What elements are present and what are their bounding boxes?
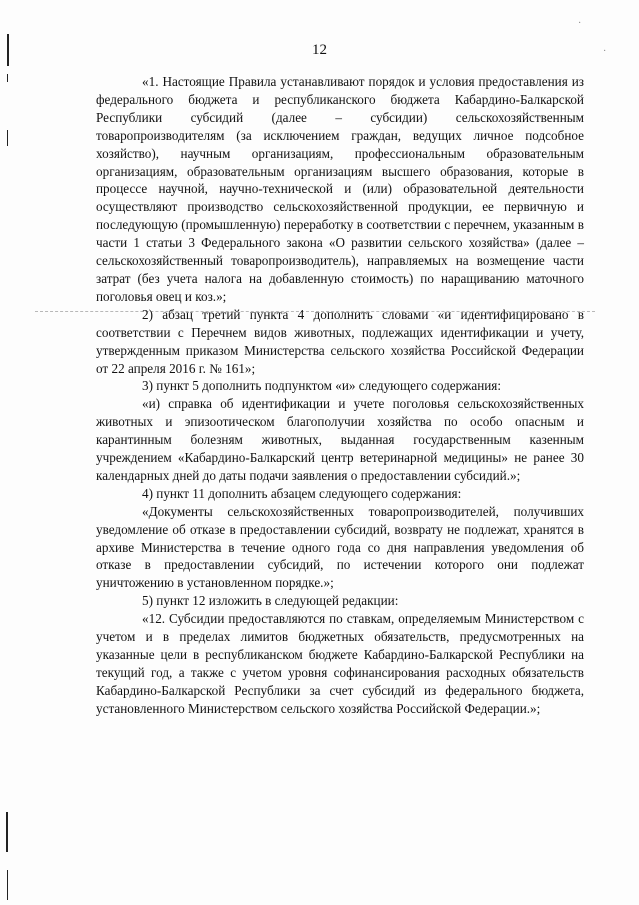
scan-edge-mark [7,870,8,900]
paragraph-documents: «Документы сельскохозяйственных товаропроизводителей, получивших уведомление об отказе в предоставлении субсидий, возврату не подлежат, хранятся в архиве Министерства в течение одного года со дня направления уведомления об отказе в предоставлении субсидий, по истечении которого они подлежат уничтожению в установленном порядке.»; [96,503,584,591]
scan-speck: · [603,46,607,57]
scan-speck: · [578,18,582,29]
scan-edge-mark [7,74,8,82]
document-body [96,73,584,718]
paragraph-amendment-5: 5) пункт 12 изложить в следующей редакции: [142,593,399,609]
scan-edge-mark [6,812,8,852]
paragraph-rule-1: «1. Настоящие Правила устанавливают порядок и условия предоставления из федерального бюджета и республиканского бюджета Кабардино-Балкарской Республики субсидий (далее – субсидии) сельскохозяйственным товаропроизводителям (за исключением граждан, ведущих личное подсобное хозяйство), научным организациям, профессиональным образовательным организациям, образовательным организациям высшего образования, которые в процессе научной, научно-технической и (или) образовательной деятельности осуществляют производство сельскохозяйственной продукции, ее первичную и последующую (промышленную) переработку в соответствии с перечнем, указанным в части 1 статьи 3 Федерального закона «О развитии сельского хозяйства» (далее – сельскохозяйственный товаропроизводитель), направляемых на возмещение части затрат (без учета налога на добавленную стоимость) по наращиванию маточного поголовья овец и коз.»; [96,74,584,304]
page-number: 12 [312,42,327,58]
paragraph-amendment-2: 2) абзац третий пункта 4 дополнить словами «и идентифицировано в соответствии с Перечнем видов животных, подлежащих идентификации и учету, утвержденным приказом Министерства сельского хозяйства Российской Федерации от 22 апреля 2016 г. № 161»; [96,306,584,376]
paragraph-rule-12: «12. Субсидии предоставляются по ставкам, определяемым Министерством с учетом и в пределах лимитов бюджетных обязательств, предусмотренных на указанные цели в республиканском бюджете Кабардино-Балкарской Республики на текущий год, а также с учетом уровня софинансирования расходных обязательств Кабардино-Балкарской Республики за счет субсидий из федерального бюджета, установленного Министерством сельского хозяйства Российской Федерации.»; [96,611,584,716]
paragraph-amendment-3: 3) пункт 5 дополнить подпунктом «и» следующего содержания: [142,378,502,394]
paragraph-subitem-i: «и) справка об идентификации и учете поголовья сельскохозяйственных животных и эпизоотическом благополучии хозяйства по особо опасным и карантинным болезням животных, выданная государственным казенным учреждением «Кабардино-Балкарский центр ветеринарной медицины» не ранее 30 календарных дней до даты подачи заявления о предоставлении субсидий.»; [96,396,584,483]
scan-edge-mark [7,130,8,146]
paragraph-amendment-4: 4) пункт 11 дополнить абзацем следующего содержания: [142,485,462,501]
